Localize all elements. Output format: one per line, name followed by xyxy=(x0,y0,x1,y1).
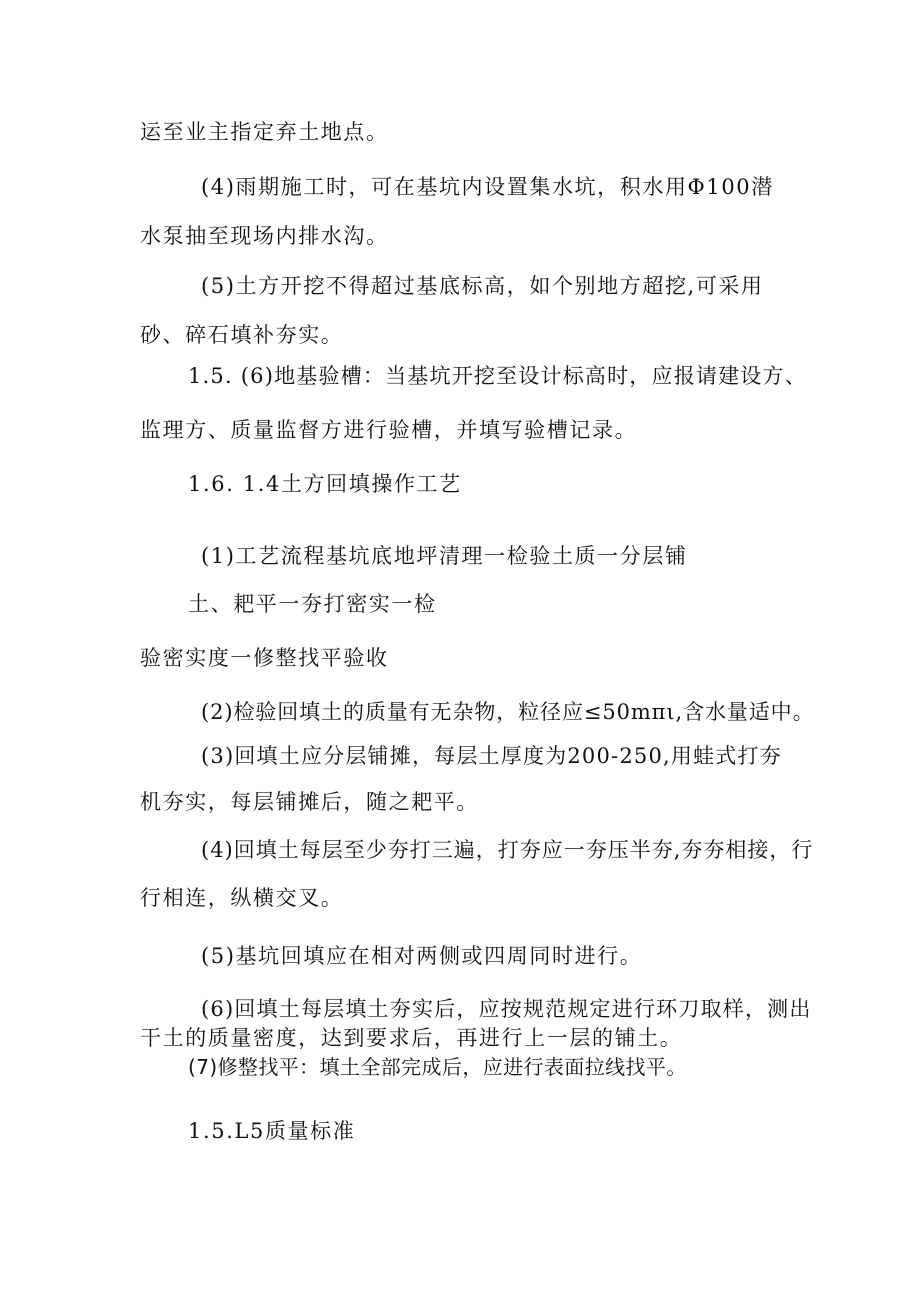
text-line-7: 监理方、质量监督方进行验槽，并填写验槽记录。 xyxy=(140,418,638,442)
text-line-12: (2)检验回填土的质量有无杂物，粒径应≤50mπι,含水量适中。 xyxy=(201,700,815,724)
text-line-17: (5)基坑回填应在相对两侧或四周同时进行。 xyxy=(201,944,643,968)
text-line-4: (5)土方开挖不得超过基底标高，如个别地方超挖,可采用 xyxy=(201,274,764,298)
text-line-2: (4)雨期施工时，可在基坑内设置集水坑，积水用Φ100潜 xyxy=(201,175,774,199)
text-line-19: 干土的质量密度，达到要求后，再进行上一层的铺土。 xyxy=(140,1026,683,1050)
text-line-20: (7)修整找平：填土全部完成后，应进行表面拉线找平。 xyxy=(188,1055,687,1079)
text-line-6: 1.5. (6)地基验槽：当基坑开挖至设计标高时，应报请建设方、 xyxy=(188,364,807,388)
text-line-9: (1)工艺流程基坑底地坪清理一检验土质一分层铺 xyxy=(201,544,688,568)
text-line-15: (4)回填土每层至少夯打三遍，打夯应一夯压半夯,夯夯相接，行 xyxy=(201,838,814,862)
text-line-11: 验密实度一修整找平验收 xyxy=(140,646,389,670)
section-heading-1-5-l5: 1.5.L5质量标准 xyxy=(188,1119,356,1143)
text-line-13: (3)回填土应分层铺摊，每层土厚度为200-250,用蛙式打夯 xyxy=(201,744,782,768)
text-line-5: 砂、碎石填补夯实。 xyxy=(140,323,344,347)
section-heading-1-6: 1.6. 1.4土方回填操作工艺 xyxy=(188,472,462,496)
text-line-1: 运至业主指定弃土地点。 xyxy=(140,120,389,144)
text-line-3: 水泵抽至现场内排水沟。 xyxy=(140,224,389,248)
text-line-18: (6)回填土每层填土夯实后，应按规范规定进行环刀取样，测出 xyxy=(201,997,812,1021)
text-line-10: 土、耙平一夯打密实一检 xyxy=(188,592,437,616)
text-line-14: 机夯实，每层铺摊后，随之耙平。 xyxy=(140,790,479,814)
text-line-16: 行相连，纵横交叉。 xyxy=(140,886,344,910)
